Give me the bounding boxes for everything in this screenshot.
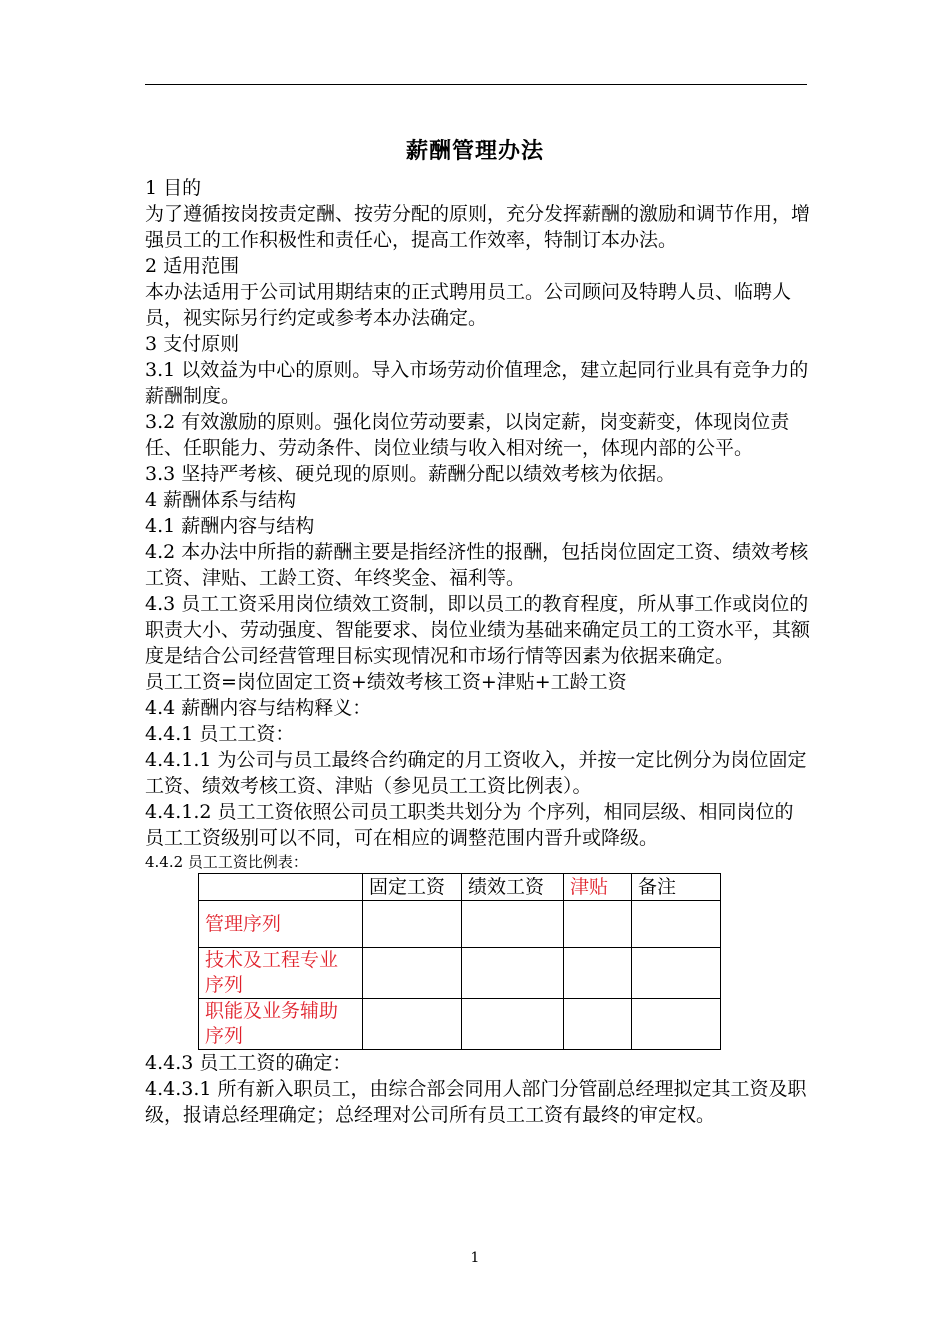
table-row: [199, 901, 721, 948]
paragraph: 员工工资=岗位固定工资+绩效考核工资+津贴+工龄工资: [145, 671, 627, 693]
table-row-label: 管理序列: [199, 901, 363, 948]
table-cell: [462, 901, 564, 948]
table-row-label: 职能及业务辅助序列: [199, 999, 363, 1050]
paragraph: 1 目的: [145, 177, 202, 199]
paragraph: 4.3 员工工资采用岗位绩效工资制，即以员工的教育程度，所从事工作或岗位的职责大小、劳动强度、智能要求、岗位业绩为基础来确定员工的工资水平，其额度是结合公司经营管理目标实现情况和市场行情等因素为依据来确定。: [145, 593, 811, 667]
paragraph: 4.4.3 员工工资的确定：: [145, 1052, 352, 1074]
table-header-cell: 津贴: [564, 874, 632, 901]
table-cell: [462, 948, 564, 999]
paragraph: 3.2 有效激励的原则。强化岗位劳动要素，以岗定薪，岗变薪变，体现岗位责任、任职能力、劳动条件、岗位业绩与收入相对统一，体现内部的公平。: [145, 411, 790, 459]
table-cell: [632, 948, 721, 999]
table-cell: [363, 999, 462, 1050]
table-cell: [564, 999, 632, 1050]
document-title: 薪酬管理办法: [405, 138, 544, 164]
paragraph: 4.4.1 员工工资：: [145, 723, 295, 745]
table-cell: [632, 999, 721, 1050]
paragraph: 为了遵循按岗按责定酬、按劳分配的原则，充分发挥薪酬的激励和调节作用，增强员工的工作积极性和责任心，提高工作效率，特制订本办法。: [145, 203, 811, 251]
paragraph: 3.1 以效益为中心的原则。导入市场劳动价值理念，建立起同行业具有竞争力的薪酬制度。: [145, 359, 809, 407]
paragraph: 4.1 薪酬内容与结构: [145, 515, 315, 537]
table-cell: [564, 948, 632, 999]
paragraph: 2 适用范围: [145, 255, 240, 277]
table-cell: [462, 999, 564, 1050]
table-caption: 4.4.2 员工工资比例表：: [145, 853, 308, 871]
paragraph: 3.3 坚持严考核、硬兑现的原则。薪酬分配以绩效考核为依据。: [145, 463, 676, 485]
paragraph: 4.4.3.1 所有新入职员工，由综合部会同用人部门分管副总经理拟定其工资及职级，报请总经理确定；总经理对公司所有员工工资有最终的审定权。: [145, 1078, 807, 1126]
paragraph: 本办法适用于公司试用期结束的正式聘用员工。公司顾问及特聘人员、临聘人员，视实际另行约定或参考本办法确定。: [145, 281, 792, 329]
table-header-cell: 绩效工资: [462, 874, 564, 901]
table-header-cell: 固定工资: [363, 874, 462, 901]
table-row-label: 技术及工程专业序列: [199, 948, 363, 999]
paragraph: 4.4 薪酬内容与结构释义：: [145, 697, 372, 719]
page-number: 1: [470, 1250, 480, 1266]
paragraph: 4.4.1.1 为公司与员工最终合约确定的月工资收入，并按一定比例分为岗位固定工资、绩效考核工资、津贴（参见员工工资比例表）。: [145, 749, 807, 797]
table-row: [199, 999, 721, 1050]
table-header-cell: 备注: [632, 874, 721, 901]
salary-ratio-table: [198, 873, 721, 1050]
paragraph: 3 支付原则: [145, 333, 240, 355]
document-body: [145, 175, 810, 1128]
paragraph: 4.2 本办法中所指的薪酬主要是指经济性的报酬，包括岗位固定工资、绩效考核工资、津贴、工龄工资、年终奖金、福利等。: [145, 541, 809, 589]
paragraph: 4.4.1.2 员工工资依照公司员工职类共划分为 个序列，相同层级、相同岗位的员工工资级别可以不同，可在相应的调整范围内晋升或降级。: [145, 801, 794, 849]
table-header-row: [199, 874, 721, 901]
table-cell: [363, 948, 462, 999]
table-cell: [632, 901, 721, 948]
table-cell: [564, 901, 632, 948]
table-cell: [363, 901, 462, 948]
table-row: [199, 948, 721, 999]
paragraph: 4 薪酬体系与结构: [145, 489, 297, 511]
table-header-cell: [199, 874, 363, 901]
header-rule: [145, 84, 807, 85]
